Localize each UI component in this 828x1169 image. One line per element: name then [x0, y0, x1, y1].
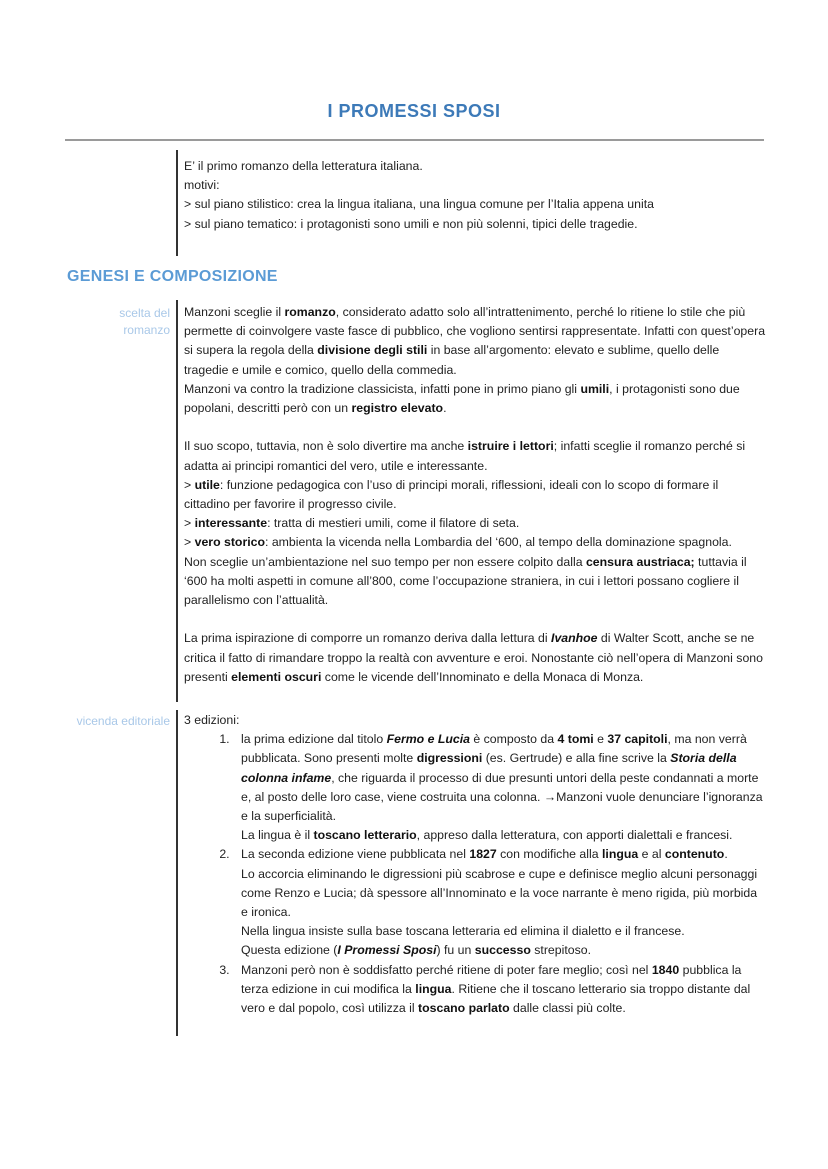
bold-term: successo: [474, 943, 531, 958]
text-run: Lo accorcia eliminando le digressioni più scabrose e cupe e definisce meglio alcuni personaggi come Renzo e Lucia; dà spessore all’Innominato e la voce narrante è meno rigida, più morbida e ironica.: [241, 866, 758, 920]
text-run: .: [724, 847, 728, 862]
text-run: in base all’argomento: elevato e sublime, quello delle tragedie e umile e comico, quello della commedia.: [184, 343, 720, 377]
text-run: e: [593, 732, 608, 747]
edition-item: [233, 730, 766, 845]
bold-term: lingua: [601, 847, 639, 862]
bold-term: toscano parlato: [418, 1001, 510, 1016]
bold-term: 1840: [651, 962, 680, 977]
text-run: Questa edizione (: [241, 943, 338, 958]
text-run: pubblica la terza edizione in cui modifica la: [241, 962, 742, 996]
intro-line: motivi:: [184, 178, 220, 193]
text-run: è composto da: [469, 732, 558, 747]
vicenda-block: [184, 711, 766, 1018]
bold-term: umili: [580, 381, 610, 396]
scelta-block: [184, 303, 766, 706]
text-run: >: [184, 516, 195, 531]
edition-item: [233, 961, 766, 1019]
text-run: , considerato adatto solo all’intrattenimento, perché lo ritiene lo stile che più permette di coinvolgere vaste fasce di pubblico, che vogliono sentirsi rappresentate. Infatti con quest’opera si supera la regola della: [184, 305, 766, 358]
bold-term: 37 capitoli: [607, 732, 668, 747]
text-run: (es. Gertrude) e alla fine scrive la: [482, 751, 671, 766]
bold-term: I Promessi Sposi: [337, 943, 437, 958]
text-run: La seconda edizione viene pubblicata nel: [241, 847, 470, 862]
margin-line: [176, 150, 178, 256]
text-run: Manzoni va contro la tradizione classicista, infatti pone in primo piano gli: [184, 381, 581, 396]
edition-item: [233, 845, 766, 960]
text-run: , ma non verrà pubblicata. Sono presenti molte: [241, 732, 747, 766]
bold-term: romanzo: [284, 305, 336, 319]
text-run: e al: [638, 847, 665, 862]
intro-line: > sul piano stilistico: crea la lingua italiana, una lingua comune per l’Italia appena unita: [184, 197, 654, 212]
text-run: : ambienta la vicenda nella Lombardia del ‘600, al tempo della dominazione spagnola.: [265, 535, 732, 550]
text-run: La prima ispirazione di comporre un romanzo deriva dalla lettura di: [184, 631, 552, 646]
text-run: di Walter Scott, anche se ne critica il fatto di rimandare troppo la realtà con avventure e eroi. Nonostante ciò nell’opera di Manzoni sono presenti: [184, 631, 763, 684]
bold-term: digressioni: [416, 751, 483, 766]
bold-term: censura austriaca;: [585, 554, 695, 569]
text-run: , appreso dalla letteratura, con apporti dialettali e francesi.: [416, 828, 733, 843]
bold-term: Ivanhoe: [551, 631, 598, 646]
bold-term: istruire i lettori: [467, 439, 554, 454]
text-run: Il suo scopo, tuttavia, non è solo divertire ma anche: [184, 439, 468, 454]
bold-term: 4 tomi: [557, 732, 594, 747]
text-run: dalle classi più colte.: [509, 1001, 626, 1016]
bold-term: elementi oscuri: [231, 669, 322, 684]
text-run: .: [443, 401, 447, 416]
intro-line: E’ il primo romanzo della letteratura italiana.: [184, 159, 423, 173]
bold-term: vero storico: [194, 535, 265, 550]
text-run: Manzoni sceglie il: [184, 305, 285, 319]
bold-term: Storia della colonna infame: [241, 751, 737, 785]
text-run: ) fu un: [436, 943, 475, 958]
text-run: con modifiche alla: [496, 847, 602, 862]
bold-term: lingua: [415, 981, 452, 996]
page-title: I PROMESSI SPOSI: [327, 101, 501, 121]
editions-list: [184, 730, 766, 1018]
bold-term: divisione degli stili: [317, 343, 428, 358]
bold-term: interessante: [194, 516, 268, 531]
text-run: la prima edizione dal titolo: [241, 732, 387, 747]
intro-block: [184, 157, 766, 234]
text-run: , che riguarda il processo di due presunti untori della peste condannati a morte e, al posto delle loro case, viene costruita una colonna. →Manzoni vuole denunciare l’ignoranza e la superficialità.: [241, 770, 763, 824]
text-run: : tratta di mestieri umili, come il filatore di seta.: [267, 516, 520, 531]
text-run: . Ritiene che il toscano letterario sia troppo distante dal vero e dal popolo, così utilizza il: [241, 981, 751, 1016]
vicenda-intro: 3 edizioni:: [184, 713, 240, 727]
text-run: , i protagonisti sono due popolani, descritti però con un: [184, 381, 740, 416]
text-run: >: [184, 477, 195, 492]
margin-line: [176, 300, 178, 702]
section-heading: GENESI E COMPOSIZIONE: [67, 268, 278, 285]
bold-term: registro elevato: [351, 401, 444, 416]
text-run: strepitoso.: [530, 943, 591, 958]
text-run: come le vicende dell’Innominato e della Monaca di Monza.: [321, 669, 644, 684]
paragraph: [184, 437, 766, 610]
bold-term: utile: [194, 477, 220, 492]
text-run: tuttavia il ‘600 ha molti aspetti in comune all’800, come l’occupazione straniera, in cui i lettori possano cogliere il parallelismo con l’attualità.: [184, 554, 747, 608]
text-run: >: [184, 535, 195, 550]
bold-term: Fermo e Lucia: [386, 732, 470, 747]
text-run: Non sceglie un’ambientazione nel suo tempo per non essere colpito dalla: [184, 554, 586, 569]
side-label-vicenda: vicenda editoriale: [76, 714, 170, 728]
bold-term: 1827: [469, 847, 497, 862]
side-label-scelta: scelta del romanzo: [119, 306, 170, 337]
intro-line: > sul piano tematico: i protagonisti sono umili e non più solenni, tipici delle tragedie.: [184, 216, 638, 231]
text-run: ; infatti sceglie il romanzo perché si adatta ai principi romantici del vero, utile e interessante.: [184, 439, 746, 473]
bold-term: toscano letterario: [313, 828, 417, 843]
text-run: La lingua è il: [241, 828, 314, 843]
title-divider: [65, 139, 764, 141]
margin-line: [176, 710, 178, 1036]
paragraph: [184, 629, 766, 687]
paragraph: [184, 303, 766, 418]
text-run: Nella lingua insiste sulla base toscana letteraria ed elimina il dialetto e il francese.: [241, 924, 685, 939]
text-run: Manzoni però non è soddisfatto perché ritiene di poter fare meglio; così nel: [241, 962, 652, 977]
text-run: : funzione pedagogica con l’uso di principi morali, riflessioni, ideali con lo scopo di formare il cittadino per favorire il progresso civile.: [184, 477, 719, 512]
bold-term: contenuto: [664, 847, 725, 862]
